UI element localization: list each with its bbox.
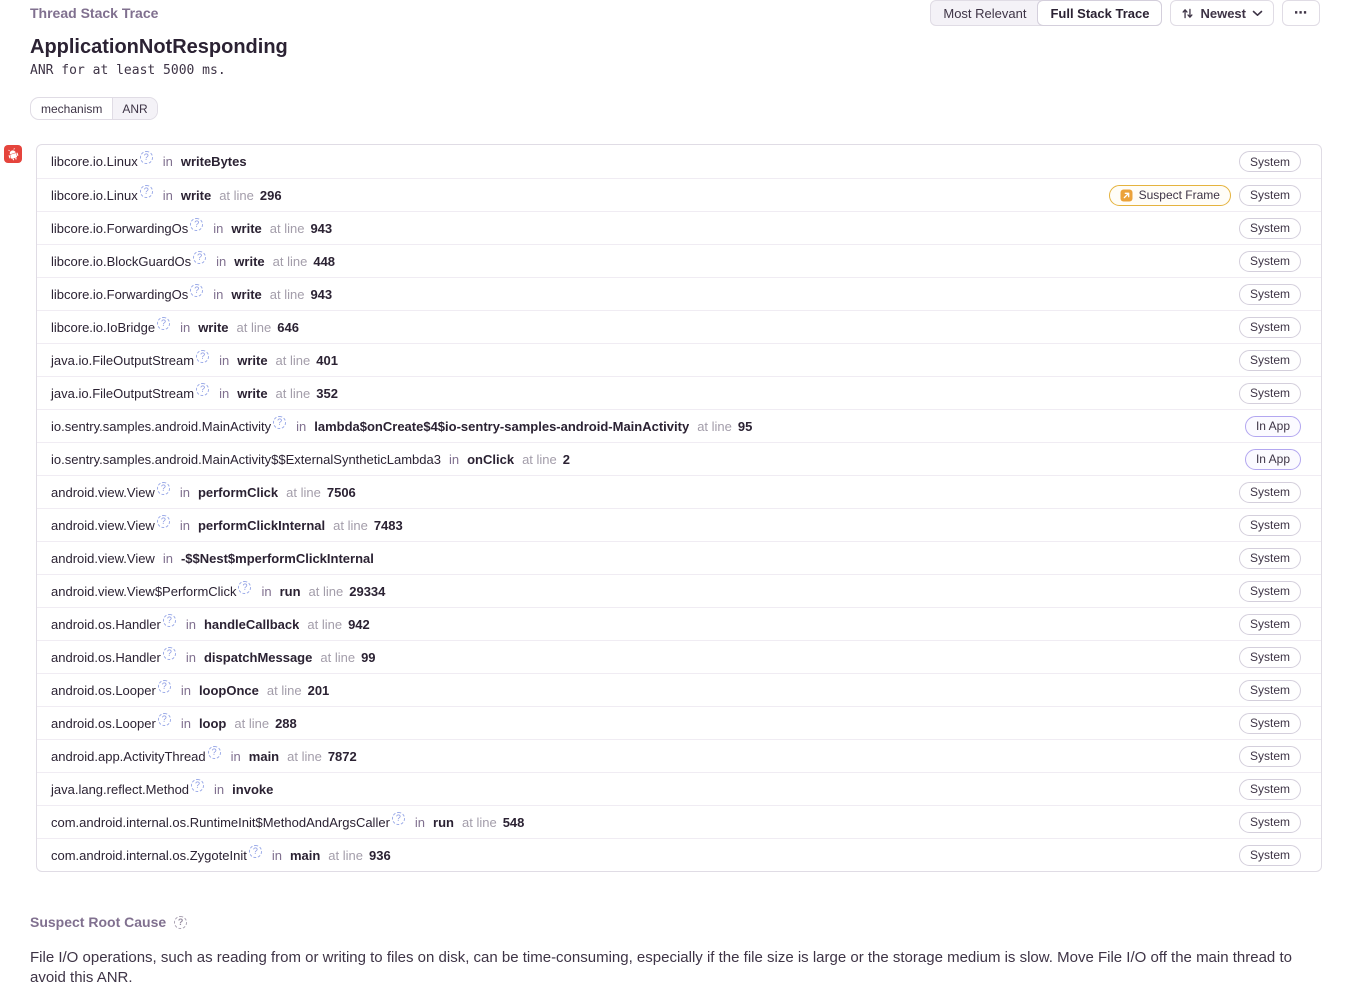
frame-badge: System	[1239, 647, 1301, 668]
frame-function: dispatchMessage	[203, 649, 313, 665]
frame-at-line-label: at line	[320, 649, 356, 665]
help-icon[interactable]: ?	[140, 151, 153, 164]
frame-at-line-label: at line	[461, 814, 497, 830]
frame-in-label: in	[180, 319, 191, 335]
frame-in-label: in	[448, 451, 460, 467]
android-platform-icon	[4, 145, 22, 163]
frame-description	[51, 251, 1239, 269]
frame-badge: System	[1239, 317, 1301, 338]
frame-module: android.os.Looper	[51, 682, 156, 698]
frame-module: android.os.Handler	[51, 649, 161, 665]
frame-description	[51, 515, 1239, 533]
help-icon[interactable]: ?	[157, 482, 170, 495]
more-options-button[interactable]	[1282, 0, 1320, 26]
frame-function: write	[231, 220, 262, 236]
frame-badge: System	[1239, 548, 1301, 569]
frame-function: write	[234, 253, 265, 269]
stack-frame-row[interactable]	[37, 409, 1321, 442]
stack-frame-row[interactable]	[37, 475, 1321, 508]
stack-frame-row[interactable]	[37, 508, 1321, 541]
sort-arrows-icon	[1181, 7, 1194, 20]
stack-frame-row[interactable]	[37, 673, 1321, 706]
frame-badge: System	[1239, 251, 1301, 272]
stack-frame-row[interactable]	[37, 376, 1321, 409]
frame-function: loopOnce	[198, 682, 259, 698]
root-cause-title-text: Suspect Root Cause	[30, 914, 167, 930]
frame-module: libcore.io.BlockGuardOs	[51, 253, 192, 269]
stack-frame-row[interactable]	[37, 805, 1321, 838]
frame-line-group	[299, 617, 369, 632]
frame-at-line-label: at line	[275, 352, 311, 368]
frame-badge: System	[1239, 680, 1301, 701]
frame-module: io.sentry.samples.android.MainActivity$$ExternalSyntheticLambda3	[51, 451, 441, 467]
frame-line-number: 352	[316, 385, 338, 401]
frame-badges	[1239, 614, 1301, 635]
frame-module: io.sentry.samples.android.MainActivity	[51, 418, 272, 434]
stack-trace-section	[30, 144, 1320, 872]
frame-line-number: 448	[313, 253, 336, 269]
frame-description	[51, 317, 1239, 335]
frame-module: java.io.FileOutputStream	[51, 352, 195, 368]
frame-badges	[1239, 845, 1301, 866]
tag-mechanism[interactable]	[30, 97, 158, 120]
frame-line-number: 943	[310, 220, 333, 236]
event-subtitle: ANR for at least 5000 ms.	[30, 63, 226, 78]
frame-description	[51, 746, 1239, 764]
stack-frame-row[interactable]	[37, 442, 1321, 475]
tags-row	[30, 97, 1320, 120]
frame-in-label: in	[296, 418, 307, 434]
help-icon[interactable]: ?	[196, 383, 209, 396]
frame-badge: System	[1239, 482, 1301, 503]
help-icon[interactable]: ?	[158, 713, 171, 726]
frame-in-label: in	[230, 748, 241, 764]
frame-line-group	[279, 749, 357, 764]
frame-badges	[1239, 151, 1301, 172]
frame-at-line-label: at line	[522, 451, 557, 467]
frame-line-group	[454, 815, 524, 830]
frame-description	[51, 713, 1239, 731]
frame-badge: System	[1239, 151, 1301, 172]
frame-function: invoke	[232, 781, 274, 797]
frame-description	[51, 218, 1239, 236]
frame-badge: System	[1239, 383, 1301, 404]
frame-line-group	[229, 320, 299, 335]
frame-in-label: in	[180, 682, 191, 698]
frame-badge: System	[1239, 779, 1301, 800]
frame-line-number: 7506	[326, 484, 356, 500]
frame-badges	[1239, 647, 1301, 668]
frame-line-number: 936	[369, 847, 391, 863]
frame-at-line-label: at line	[236, 319, 272, 335]
frame-module: android.view.View$PerformClick	[51, 583, 237, 599]
header-controls	[930, 0, 1320, 26]
frame-line-group	[689, 419, 752, 434]
frame-in-label: in	[213, 220, 224, 236]
help-icon[interactable]: ?	[392, 812, 405, 825]
frame-function: performClick	[197, 484, 279, 500]
frame-line-number: 401	[316, 352, 338, 368]
help-icon[interactable]: ?	[140, 185, 153, 198]
frame-badges	[1245, 449, 1301, 470]
header-bar	[30, 0, 1320, 26]
frame-in-label: in	[180, 715, 191, 731]
help-icon[interactable]: ?	[238, 581, 251, 594]
frame-function: onClick	[467, 451, 515, 467]
help-icon[interactable]: ?	[163, 647, 176, 660]
frame-line-group	[265, 254, 335, 269]
frame-badges	[1239, 284, 1301, 305]
frame-module: android.app.ActivityThread	[51, 748, 206, 764]
frame-description	[51, 185, 1109, 203]
frame-line-group	[262, 221, 332, 236]
frame-module: android.os.Looper	[51, 715, 156, 731]
frame-in-label: in	[162, 187, 173, 203]
sort-newest-button[interactable]	[1170, 0, 1274, 26]
frame-module: com.android.internal.os.ZygoteInit	[51, 847, 247, 863]
frame-line-number: 296	[259, 187, 282, 203]
frame-badge: System	[1239, 284, 1301, 305]
frame-line-number: 942	[348, 616, 370, 632]
stack-frame-row[interactable]	[37, 343, 1321, 376]
frame-description	[51, 779, 1239, 797]
help-icon[interactable]: ?	[163, 614, 176, 627]
frame-line-group	[278, 485, 356, 500]
frame-badge: System	[1239, 746, 1301, 767]
frame-line-group	[301, 584, 386, 599]
suspect-frame-label: Suspect Frame	[1138, 188, 1220, 202]
frame-badges	[1239, 548, 1301, 569]
frame-function: write	[180, 187, 212, 203]
frame-at-line-label: at line	[308, 583, 344, 599]
frame-badges	[1239, 350, 1301, 371]
frame-module: libcore.io.Linux	[51, 154, 138, 169]
help-icon[interactable]: ?	[196, 350, 209, 363]
help-icon[interactable]: ?	[249, 845, 262, 858]
frame-badge: System	[1239, 218, 1301, 239]
help-icon[interactable]: ?	[273, 416, 286, 429]
frame-module: com.android.internal.os.RuntimeInit$MethodAndArgsCaller	[51, 814, 390, 830]
frame-line-group	[226, 716, 296, 731]
most-relevant-toggle[interactable]: Most Relevant	[931, 1, 1038, 25]
frame-at-line-label: at line	[269, 286, 305, 302]
frame-module: java.io.FileOutputStream	[51, 385, 195, 401]
frame-module: android.view.View	[51, 484, 155, 500]
frame-line-number: 7483	[373, 517, 403, 533]
help-icon[interactable]: ?	[157, 317, 170, 330]
open-in-new-icon	[1120, 189, 1133, 202]
frame-badges	[1109, 185, 1301, 206]
frame-module: libcore.io.ForwardingOs	[51, 220, 189, 236]
frame-at-line-label: at line	[287, 748, 322, 764]
help-icon[interactable]: ?	[190, 284, 203, 297]
frame-in-label: in	[261, 583, 272, 599]
frame-badge: System	[1239, 812, 1301, 833]
frame-description	[51, 845, 1239, 863]
suspect-frame-badge	[1109, 185, 1231, 206]
stack-frame-row[interactable]	[37, 178, 1321, 211]
frame-line-group	[259, 683, 329, 698]
frame-badge: In App	[1245, 449, 1301, 470]
help-icon[interactable]: ?	[208, 746, 221, 759]
frame-description	[51, 614, 1239, 632]
frame-badges	[1239, 515, 1301, 536]
ellipsis-icon: ⋯	[1294, 5, 1308, 20]
root-cause-title	[30, 912, 1320, 932]
frame-line-group	[211, 188, 281, 203]
frame-line-group	[325, 518, 403, 533]
frame-line-group	[514, 452, 570, 467]
frame-at-line-label: at line	[234, 715, 270, 731]
frame-module: libcore.io.IoBridge	[51, 319, 156, 335]
frame-line-number: 548	[502, 814, 525, 830]
frame-description	[51, 551, 1239, 566]
frame-line-group	[262, 287, 332, 302]
frame-description	[51, 680, 1239, 698]
frame-module: android.view.View	[51, 550, 155, 566]
frame-module: libcore.io.Linux	[51, 187, 138, 203]
frame-in-label: in	[271, 847, 282, 863]
stack-frame-row[interactable]	[37, 739, 1321, 772]
stack-frame-row[interactable]	[37, 277, 1321, 310]
stack-frame-row[interactable]	[37, 706, 1321, 739]
frame-line-number: 943	[310, 286, 333, 302]
frame-module: java.lang.reflect.Method	[51, 781, 190, 797]
frame-in-label: in	[414, 814, 426, 830]
frame-badges	[1239, 317, 1301, 338]
stack-frame-row[interactable]	[37, 772, 1321, 805]
help-icon[interactable]: ?	[157, 515, 170, 528]
frame-description	[51, 581, 1239, 599]
stack-frame-row[interactable]	[37, 211, 1321, 244]
frame-line-group	[312, 650, 375, 665]
frame-in-label: in	[179, 517, 190, 533]
frame-at-line-label: at line	[697, 418, 732, 434]
frame-function: write	[237, 352, 268, 368]
frame-in-label: in	[213, 286, 224, 302]
frame-line-number: 201	[307, 682, 330, 698]
frame-at-line-label: at line	[286, 484, 321, 500]
stack-frame-row[interactable]	[37, 145, 1321, 178]
sort-label: Newest	[1200, 5, 1246, 21]
help-icon[interactable]: ?	[190, 218, 203, 231]
frame-badges	[1239, 812, 1301, 833]
frame-description	[51, 416, 1245, 434]
frame-badges	[1239, 713, 1301, 734]
frame-module: android.os.Handler	[51, 616, 161, 632]
frame-at-line-label: at line	[275, 385, 311, 401]
frame-badge: In App	[1245, 416, 1301, 437]
frame-badge: System	[1239, 515, 1301, 536]
frame-function: writeBytes	[180, 154, 247, 169]
root-cause-description: File I/O operations, such as reading from or writing to files on disk, can be time-consuming, especially if the file size is large or the storage medium is slow. Move File I/O off the main thread to avoid this ANR.	[30, 949, 1292, 986]
frame-badges	[1239, 383, 1301, 404]
stack-frame-row[interactable]	[37, 541, 1321, 574]
frame-function: handleCallback	[203, 616, 300, 632]
frame-function: write	[198, 319, 229, 335]
help-icon[interactable]: ?	[174, 916, 187, 929]
frame-line-number: 29334	[349, 583, 386, 599]
frame-at-line-label: at line	[266, 682, 302, 698]
frame-function: main	[248, 748, 280, 764]
frame-in-label: in	[162, 154, 173, 169]
stack-frame-row[interactable]	[37, 838, 1321, 871]
frame-description	[51, 284, 1239, 302]
stack-trace-table	[36, 144, 1322, 872]
frame-at-line-label: at line	[328, 847, 363, 863]
help-icon[interactable]: ?	[158, 680, 171, 693]
stack-frame-row[interactable]	[37, 574, 1321, 607]
frame-line-number: 99	[361, 649, 376, 665]
frame-function: main	[289, 847, 321, 863]
frame-module: android.view.View	[51, 517, 155, 533]
frame-line-number: 288	[275, 715, 297, 731]
frame-badges	[1245, 416, 1301, 437]
frame-line-group	[320, 848, 390, 863]
frame-function: write	[231, 286, 262, 302]
help-icon[interactable]: ?	[191, 779, 204, 792]
frame-at-line-label: at line	[219, 187, 254, 203]
frame-line-number: 95	[737, 418, 753, 434]
frame-badge: System	[1239, 350, 1301, 371]
frame-description	[51, 482, 1239, 500]
frame-function: -$$Nest$mperformClickInternal	[180, 550, 374, 566]
suspect-root-cause-section	[30, 912, 1320, 988]
frame-badges	[1239, 779, 1301, 800]
frame-module: libcore.io.ForwardingOs	[51, 286, 189, 302]
frame-badges	[1239, 251, 1301, 272]
frame-in-label: in	[214, 781, 225, 797]
frame-at-line-label: at line	[272, 253, 308, 269]
frame-function: lambda$onCreate$4$io-sentry-samples-android-MainActivity	[314, 418, 690, 434]
help-icon[interactable]: ?	[193, 251, 206, 264]
frame-line-number: 2	[562, 451, 570, 467]
frame-in-label: in	[219, 352, 230, 368]
frame-at-line-label: at line	[269, 220, 305, 236]
frame-function: loop	[198, 715, 227, 731]
frame-badges	[1239, 218, 1301, 239]
frame-badges	[1239, 482, 1301, 503]
frame-function: run	[433, 814, 454, 830]
frame-badge: System	[1239, 845, 1301, 866]
chevron-down-icon	[1252, 10, 1263, 17]
frame-line-number: 646	[277, 319, 299, 335]
event-title: ApplicationNotResponding	[30, 36, 288, 58]
frame-at-line-label: at line	[333, 517, 368, 533]
frame-badge: System	[1239, 185, 1301, 206]
frame-description	[51, 154, 1239, 169]
full-stack-trace-toggle[interactable]: Full Stack Trace	[1037, 0, 1162, 26]
frame-function: run	[279, 583, 301, 599]
frame-badges	[1239, 581, 1301, 602]
stack-frame-row[interactable]	[37, 310, 1321, 343]
frame-line-group	[268, 353, 338, 368]
frame-line-number: 7872	[327, 748, 357, 764]
frame-description	[51, 812, 1239, 830]
frame-in-label: in	[216, 253, 227, 269]
frame-badges	[1239, 680, 1301, 701]
frame-in-label: in	[162, 550, 173, 566]
frame-badge: System	[1239, 614, 1301, 635]
frame-description	[51, 383, 1239, 401]
frame-in-label: in	[179, 484, 190, 500]
frame-function: write	[237, 385, 268, 401]
stack-frame-row[interactable]	[37, 244, 1321, 277]
frame-description	[51, 452, 1245, 467]
trace-view-toggle	[930, 0, 1162, 26]
frame-at-line-label: at line	[307, 616, 343, 632]
frame-badge: System	[1239, 581, 1301, 602]
frame-in-label: in	[219, 385, 230, 401]
frame-badge: System	[1239, 713, 1301, 734]
frame-description	[51, 647, 1239, 665]
frame-in-label: in	[185, 616, 196, 632]
frame-function: performClickInternal	[197, 517, 326, 533]
frame-line-group	[268, 386, 338, 401]
stack-frame-row[interactable]	[37, 640, 1321, 673]
stack-frame-row[interactable]	[37, 607, 1321, 640]
tag-key: mechanism	[41, 101, 103, 116]
frame-badges	[1239, 746, 1301, 767]
tag-value: ANR	[112, 98, 156, 119]
frame-in-label: in	[185, 649, 196, 665]
section-title: Thread Stack Trace	[30, 5, 159, 21]
frame-description	[51, 350, 1239, 368]
